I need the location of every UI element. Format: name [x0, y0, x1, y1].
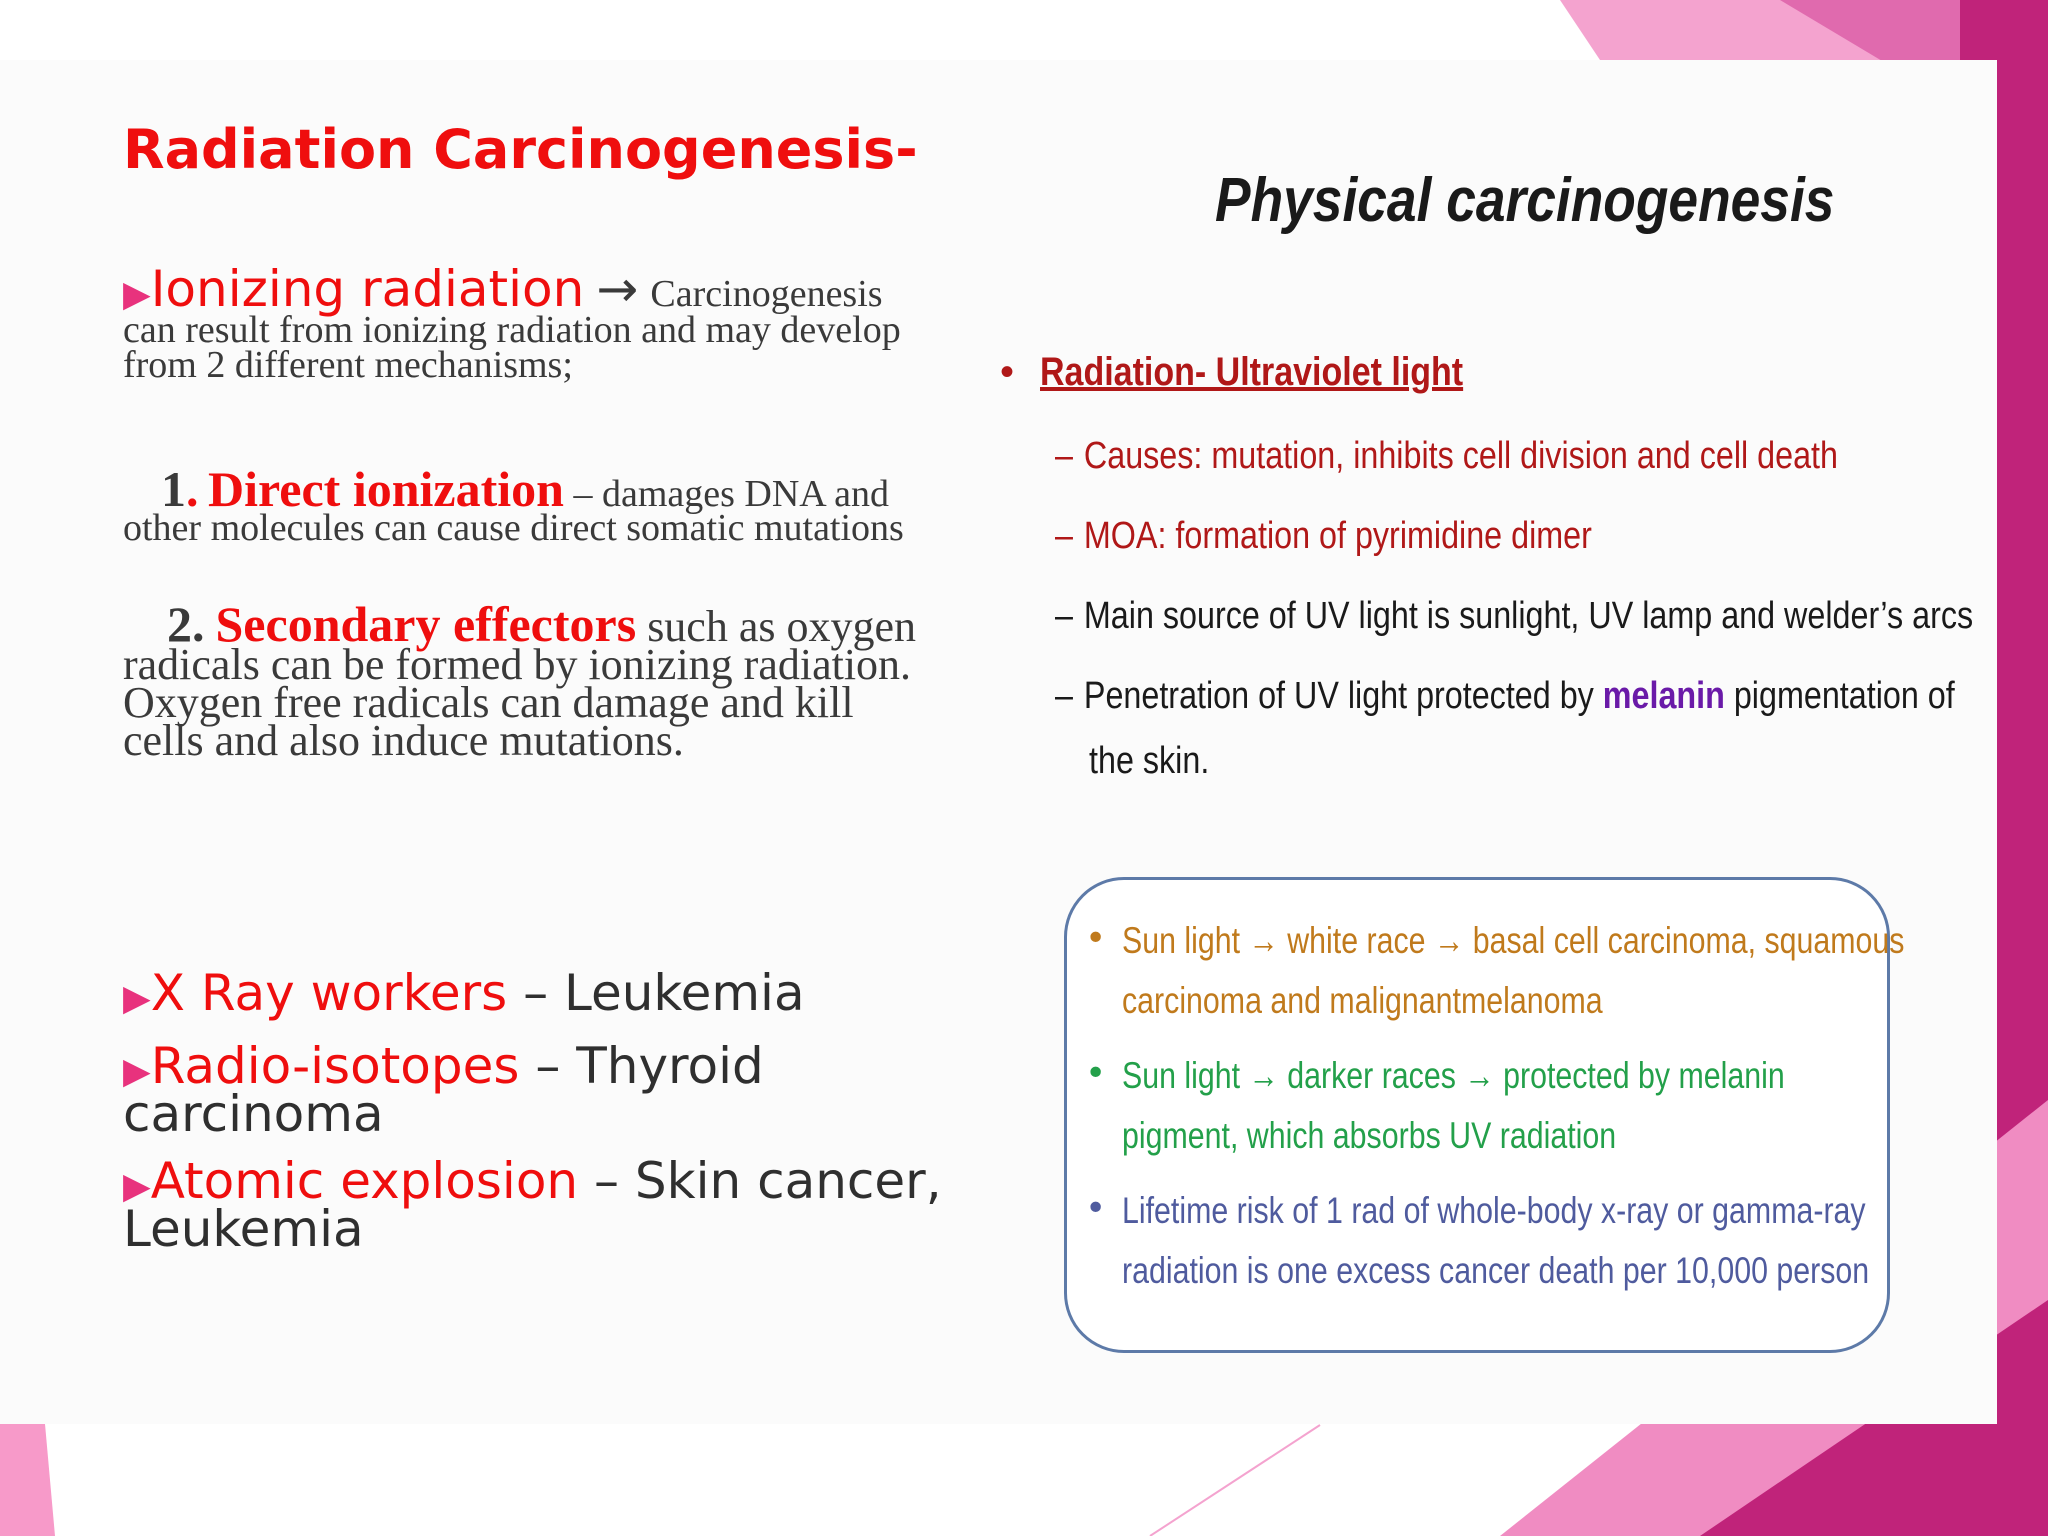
box-item-1-line2: carcinoma and malignantmelanoma: [1122, 980, 1603, 1021]
pink-bullet-icon: ▶: [123, 1051, 151, 1092]
mechanism-1-heading: Direct ionization: [208, 461, 564, 517]
penetration-highlight: melanin: [1602, 675, 1725, 717]
penetration-before: Penetration of UV light protected by: [1083, 675, 1603, 717]
bullet-atomic: [123, 1152, 943, 1258]
penetration-after: pigmentation of: [1724, 675, 1955, 717]
box-bullet-dot: •: [1085, 1188, 1107, 1229]
mechanism-1: [123, 461, 943, 549]
mechanism-2-heading: Secondary effectors: [215, 596, 637, 652]
figure-item-moa-text: MOA: formation of pyrimidine dimer: [1083, 515, 1592, 557]
slide-title: Radiation Carcinogenesis-: [123, 118, 918, 181]
figure-title: Physical carcinogenesis: [1215, 166, 1835, 235]
pink-bullet-icon: ▶: [123, 978, 151, 1019]
box-item-1-line1: Sun light → white race → basal cell carcinoma, squamous: [1122, 920, 1905, 961]
ionizing-text: Carcinogenesis can result from ionizing radiation and may develop from 2 different mechanisms;: [123, 273, 901, 386]
box-item-2-line1: Sun light → darker races → protected by melanin: [1122, 1055, 1785, 1096]
bullet-radioisotopes-head: Radio-isotopes: [150, 1037, 520, 1095]
mechanism-2: [123, 596, 943, 765]
figure-item-penetration-line2: the skin.: [1089, 740, 1210, 782]
figure-item-causes-text: Causes: mutation, inhibits cell division and cell death: [1083, 435, 1838, 477]
ionizing-heading: Ionizing radiation: [150, 260, 585, 318]
figure-item-penetration: – Penetration of UV light protected by melanin pigmentation of: [1055, 675, 1955, 717]
bullet-xray-head: X Ray workers: [150, 964, 508, 1022]
mechanism-1-number: 1: [161, 461, 186, 517]
bullet-radioisotopes: [123, 1037, 943, 1143]
right-arrow-icon: →: [596, 260, 639, 318]
box-item-3-line1: Lifetime risk of 1 rad of whole-body x-ray or gamma-ray: [1122, 1190, 1866, 1231]
figure-item-source: – Main source of UV light is sunlight, UV lamp and welder’s arcs: [1055, 595, 1974, 637]
pink-bullet-icon: ▶: [123, 1166, 151, 1207]
figure-bullet-dot: •: [1000, 350, 1015, 394]
figure-item-causes: – Causes: mutation, inhibits cell division and cell death: [1055, 435, 1838, 477]
box-bullet-dot: •: [1085, 1053, 1107, 1094]
mechanism-1-separator: .: [186, 461, 199, 517]
bullet-xray-text: – Leukemia: [523, 964, 805, 1022]
figure-section-heading: Radiation- Ultraviolet light: [1040, 350, 1464, 394]
bullet-atomic-text: – Skin cancer, Leukemia: [123, 1152, 942, 1258]
bullet-xray: [123, 964, 943, 1022]
figure-item-source-text: Main source of UV light is sunlight, UV lamp and welder’s arcs: [1083, 595, 1974, 637]
mechanism-2-number: 2.: [167, 596, 205, 652]
mechanism-2-text: such as oxygen radicals can be formed by ionizing radiation. Oxygen free radicals can damage and kill cells and also induce mutations.: [123, 602, 917, 765]
figure-item-moa: – MOA: formation of pyrimidine dimer: [1055, 515, 1592, 557]
bullet-atomic-head: Atomic explosion: [150, 1152, 579, 1210]
box-item-2-line2: pigment, which absorbs UV radiation: [1122, 1115, 1617, 1156]
box-item-3-line2: radiation is one excess cancer death per 10,000 person: [1122, 1250, 1870, 1291]
ionizing-paragraph: [123, 260, 943, 386]
bullet-radioisotopes-text: – Thyroid carcinoma: [123, 1037, 764, 1143]
pink-bullet-icon: ▶: [123, 274, 151, 315]
box-bullet-dot: •: [1085, 918, 1107, 959]
mechanism-1-text: – damages DNA and other molecules can cause direct somatic mutations: [123, 473, 904, 549]
